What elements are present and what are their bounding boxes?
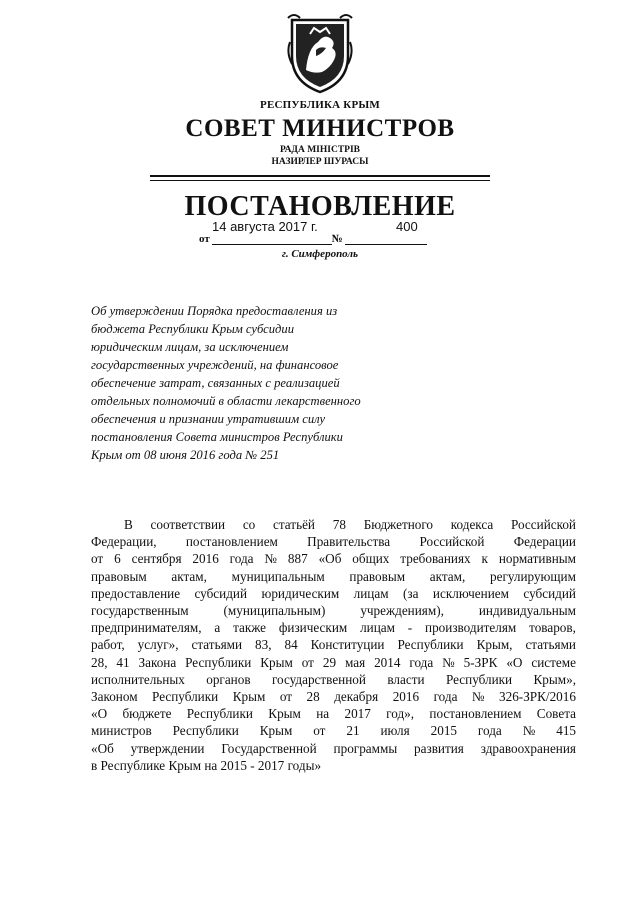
council-name-crimean-tatar: НАЗИРЛЕР ШУРАСЫ	[271, 157, 369, 167]
body-line	[91, 722, 576, 739]
body-word: со	[242, 517, 256, 532]
body-word: Правительства	[307, 534, 391, 550]
body-word: требованиях	[400, 551, 471, 567]
body-word: 84	[284, 637, 298, 653]
body-line	[91, 585, 576, 602]
body-word: муниципальным	[231, 568, 325, 584]
date-blank-line	[212, 234, 332, 245]
body-word: Федерации	[513, 534, 576, 550]
title-line: государственных учреждений, на финансовое	[91, 358, 339, 372]
body-word: а	[214, 620, 221, 636]
body-word: юридическим	[261, 585, 340, 601]
body-word: актам,	[429, 568, 466, 584]
title-line: обеспечение затрат, связанных с реализацией	[91, 376, 340, 390]
body-word: министров	[91, 723, 152, 739]
body-word: статьями	[525, 637, 576, 653]
title-line: постановления Совета министров Республики	[91, 430, 343, 444]
body-word: Совета	[536, 706, 576, 722]
date-number-line	[199, 233, 427, 245]
body-word: учреждениям),	[360, 603, 444, 619]
body-word: Крым,	[476, 637, 513, 653]
body-word: года	[433, 689, 458, 705]
body-word: 326-ЗРК/2016	[499, 689, 576, 705]
body-word: 5-ЗРК	[463, 654, 498, 670]
body-word: Республики	[172, 723, 239, 739]
body-word: декабря	[334, 689, 379, 705]
body-word: 415	[556, 723, 576, 739]
decree-city: г. Симферополь	[281, 248, 359, 260]
body-word: 29	[322, 654, 337, 670]
decree-number: 400	[396, 219, 418, 234]
body-word: от	[91, 551, 104, 567]
body-word: Бюджетного	[363, 517, 434, 532]
body-word: статьями	[191, 637, 243, 653]
body-word: Республики	[445, 671, 513, 687]
body-word: органов	[206, 671, 251, 687]
body-word: 28,	[91, 654, 108, 670]
body-word: №	[471, 689, 485, 705]
body-word: Крым»,	[533, 671, 576, 687]
body-word: субсидий	[523, 585, 576, 601]
body-word: кодекса	[450, 517, 494, 532]
body-word: (за	[403, 585, 419, 601]
body-word: системе	[531, 654, 576, 670]
council-name: СОВЕТ МИНИСТРОВ	[185, 115, 455, 142]
body-word: «Об	[91, 740, 114, 756]
body-line: в Республике Крым на 2015 - 2017 годы»	[91, 757, 322, 773]
body-word: от	[301, 654, 314, 670]
body-line	[91, 671, 576, 688]
body-word: Крым	[268, 706, 301, 722]
body-word: июля	[380, 723, 410, 739]
body-word: 2015	[430, 723, 457, 739]
body-word: лицам	[360, 620, 395, 636]
body-word: 2016	[192, 551, 219, 567]
body-line	[91, 688, 576, 705]
from-label: от	[199, 233, 210, 245]
body-word: 41	[116, 654, 130, 670]
title-line: отдельных полномочий в области лекарственного	[91, 394, 361, 408]
body-line	[91, 654, 576, 671]
body-word: год»,	[386, 706, 415, 722]
body-word: «О	[506, 654, 523, 670]
body-word: 83,	[255, 637, 272, 653]
body-word: Закона	[138, 654, 177, 670]
body-word: сентября	[131, 551, 182, 567]
body-line	[91, 602, 576, 619]
body-line	[91, 636, 576, 653]
body-word: бюджете	[122, 706, 172, 722]
header-rule-thin	[150, 180, 490, 181]
body-word: предпринимателям,	[91, 620, 202, 636]
title-line: бюджета Республики Крым субсидии	[91, 322, 295, 336]
body-word: власти	[387, 671, 425, 687]
body-word: Федерации,	[91, 534, 157, 550]
body-line	[91, 619, 576, 636]
coat-of-arms-emblem	[286, 12, 354, 96]
body-word: Российской	[419, 534, 485, 550]
body-word: государственным	[91, 603, 189, 619]
body-word: правовым	[349, 568, 406, 584]
body-line	[91, 533, 576, 550]
body-word: -	[407, 620, 413, 636]
body-word: Республики	[186, 706, 253, 722]
body-word: «Об	[318, 551, 342, 567]
body-word: года	[229, 551, 254, 567]
body-word: также	[233, 620, 267, 636]
body-word: 2017	[344, 706, 371, 722]
body-word: от	[279, 689, 292, 705]
decree-heading: ПОСТАНОВЛЕНИЕ	[184, 191, 456, 222]
body-word: Российской	[511, 517, 576, 532]
body-word: №	[264, 551, 278, 567]
decree-title	[91, 302, 421, 464]
decree-body	[91, 516, 576, 774]
body-word: 78	[332, 517, 346, 532]
body-word: Государственной	[221, 740, 317, 756]
body-word: индивидуальным	[478, 603, 576, 619]
council-name-ukrainian: РАДА МІНІСТРІВ	[279, 145, 360, 155]
republic-name: РЕСПУБЛИКА КРЫМ	[260, 99, 380, 111]
body-word: постановлением	[185, 534, 278, 550]
body-word: работ,	[91, 637, 125, 653]
body-word: 21	[346, 723, 360, 739]
body-word: 28	[306, 689, 320, 705]
body-word: от	[313, 723, 326, 739]
body-word: Законом	[91, 689, 138, 705]
body-line	[91, 705, 576, 722]
body-word: Республики	[185, 654, 252, 670]
body-word: «О	[91, 706, 108, 722]
body-line	[91, 740, 576, 757]
title-line: Крым от 08 июня 2016 года № 251	[91, 448, 280, 462]
body-word: Конституции	[310, 637, 385, 653]
header-rule-thick	[150, 175, 490, 177]
body-word: производителям	[425, 620, 517, 636]
body-word: 887	[287, 551, 308, 567]
body-word: регулирующим	[490, 568, 576, 584]
number-label: №	[331, 233, 343, 245]
body-word: 2014	[374, 654, 401, 670]
title-line: обеспечения и признании утратившим силу	[91, 412, 326, 426]
body-word: государственной	[271, 671, 366, 687]
body-word: утверждении	[130, 740, 205, 756]
body-word: здравоохранения	[480, 740, 576, 756]
body-line	[91, 550, 576, 567]
body-line	[91, 568, 576, 585]
body-word: соответствии	[150, 517, 226, 532]
body-word: Республики	[397, 637, 464, 653]
body-word: 6	[114, 551, 121, 567]
body-word: развития	[414, 740, 464, 756]
body-word: Республики	[152, 689, 219, 705]
body-word: общих	[352, 551, 390, 567]
body-word: постановлением	[429, 706, 522, 722]
body-word: Крым	[260, 654, 293, 670]
body-word: к	[481, 551, 488, 567]
body-word: 2016	[392, 689, 420, 705]
body-word: программы	[333, 740, 398, 756]
body-word: года	[477, 723, 502, 739]
body-word: нормативным	[498, 551, 576, 567]
body-word: года	[409, 654, 434, 670]
body-word: услуг»,	[137, 637, 179, 653]
body-word: В	[124, 517, 133, 532]
body-line	[91, 516, 576, 533]
body-word: мая	[344, 654, 366, 670]
body-word: предоставление	[91, 585, 181, 601]
number-blank-line	[345, 234, 427, 245]
body-word: товаров,	[529, 620, 576, 636]
body-word: (муниципальным)	[223, 603, 326, 619]
body-word: исключением	[432, 585, 509, 601]
body-word: Крым	[259, 723, 293, 739]
body-word: правовым	[91, 568, 147, 584]
body-word: №	[522, 723, 536, 739]
decree-date: 14 августа 2017 г.	[212, 219, 318, 234]
title-line: Об утверждении Порядка предоставления из	[91, 304, 338, 318]
body-word: на	[316, 706, 330, 722]
body-word: лицам	[353, 585, 389, 601]
body-word: физическим	[278, 620, 348, 636]
body-word: актам,	[171, 568, 207, 584]
body-word: №	[442, 654, 455, 670]
body-word: статьёй	[273, 517, 315, 532]
body-word: субсидий	[194, 585, 248, 601]
title-line: юридическим лицам, за исключением	[91, 340, 289, 354]
body-word: исполнительных	[91, 671, 185, 687]
body-word: Крым	[232, 689, 266, 705]
